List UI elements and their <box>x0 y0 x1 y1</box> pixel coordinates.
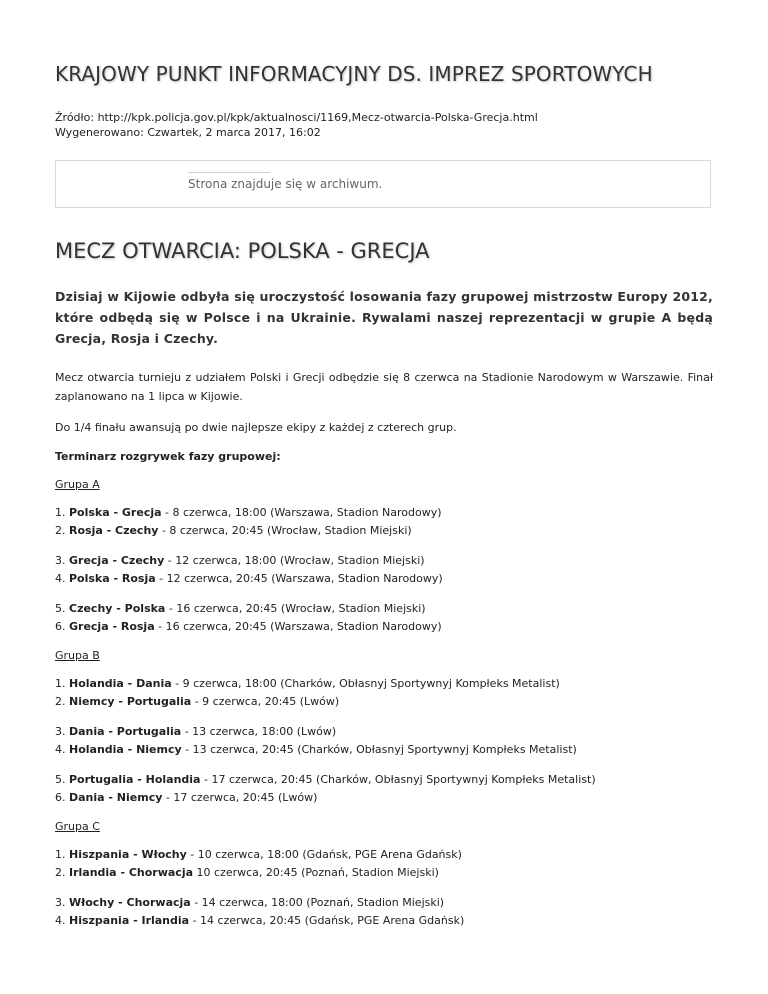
match-details: - 13 czerwca, 18:00 (Lwów) <box>181 725 337 738</box>
match-row <box>55 504 713 522</box>
match-details: - 8 czerwca, 20:45 (Wrocław, Stadion Miejski) <box>158 524 412 537</box>
archive-notice-box <box>55 160 711 208</box>
match-details: - 16 czerwca, 20:45 (Wrocław, Stadion Miejski) <box>165 602 426 615</box>
article-lead: Dzisiaj w Kijowie odbyła się uroczystość losowania fazy grupowej mistrzostw Europy 2012, które odbędą się w Polsce i na Ukrainie. Rywalami naszej reprezentacji w grupie A będą Grecja, Rosja i Czechy. <box>55 289 713 346</box>
match-teams: Holandia - Dania <box>69 677 172 690</box>
match-number: 3. <box>55 725 66 738</box>
match-details: 10 czerwca, 20:45 (Poznań, Stadion Miejski) <box>193 866 439 879</box>
match-block <box>55 723 713 759</box>
match-row <box>55 846 713 864</box>
match-teams: Portugalia - Holandia <box>69 773 201 786</box>
match-details: - 13 czerwca, 20:45 (Charków, Obłasnyj Sportywnyj Kompłeks Metalist) <box>181 743 577 756</box>
match-number: 1. <box>55 677 66 690</box>
match-number: 4. <box>55 572 66 585</box>
match-teams: Włochy - Chorwacja <box>69 896 191 909</box>
group-label: Grupa A <box>55 478 100 491</box>
match-row <box>55 600 713 618</box>
match-number: 2. <box>55 695 66 708</box>
match-row <box>55 552 713 570</box>
generated-date-line: Wygenerowano: Czwartek, 2 marca 2017, 16:02 <box>55 126 321 139</box>
match-teams: Grecja - Rosja <box>69 620 155 633</box>
match-block <box>55 846 713 882</box>
match-number: 2. <box>55 866 66 879</box>
match-number: 2. <box>55 524 66 537</box>
match-teams: Rosja - Czechy <box>69 524 159 537</box>
match-row <box>55 789 713 807</box>
match-number: 5. <box>55 773 66 786</box>
article-title: MECZ OTWARCIA: POLSKA - GRECJA <box>55 239 430 263</box>
match-row <box>55 894 713 912</box>
match-number: 4. <box>55 914 66 927</box>
group-label: Grupa C <box>55 820 100 833</box>
print-meta <box>55 110 538 140</box>
match-teams: Polska - Rosja <box>69 572 156 585</box>
group-label: Grupa B <box>55 649 100 662</box>
match-number: 1. <box>55 506 66 519</box>
article-paragraph-final: Mecz otwarcia turnieju z udziałem Polski i Grecji odbędzie się 8 czerwca na Stadionie Narodowym w Warszawie. Finał zaplanowano na 1 lipca w Kijowie. <box>55 371 713 403</box>
match-row <box>55 864 713 882</box>
match-number: 4. <box>55 743 66 756</box>
match-details: - 9 czerwca, 18:00 (Charków, Obłasnyj Sportywnyj Kompłeks Metalist) <box>171 677 560 690</box>
match-teams: Irlandia - Chorwacja <box>69 866 194 879</box>
match-block <box>55 504 713 540</box>
match-teams: Dania - Portugalia <box>69 725 182 738</box>
match-block <box>55 675 713 711</box>
match-teams: Holandia - Niemcy <box>69 743 182 756</box>
match-block <box>55 894 713 930</box>
match-row <box>55 675 713 693</box>
match-teams: Niemcy - Portugalia <box>69 695 192 708</box>
match-teams: Hiszpania - Irlandia <box>69 914 190 927</box>
match-details: - 8 czerwca, 18:00 (Warszawa, Stadion Narodowy) <box>161 506 442 519</box>
article-paragraph-advance: Do 1/4 finału awansują po dwie najlepsze ekipy z każdej z czterech grup. <box>55 421 457 434</box>
match-details: - 10 czerwca, 18:00 (Gdańsk, PGE Arena Gdańsk) <box>186 848 462 861</box>
match-row <box>55 723 713 741</box>
match-block <box>55 600 713 636</box>
match-number: 6. <box>55 791 66 804</box>
match-number: 6. <box>55 620 66 633</box>
match-row <box>55 912 713 930</box>
match-details: - 17 czerwca, 20:45 (Charków, Obłasnyj Sportywnyj Kompłeks Metalist) <box>200 773 596 786</box>
match-details: - 9 czerwca, 20:45 (Lwów) <box>191 695 340 708</box>
match-teams: Hiszpania - Włochy <box>69 848 187 861</box>
match-teams: Dania - Niemcy <box>69 791 163 804</box>
match-details: - 17 czerwca, 20:45 (Lwów) <box>162 791 318 804</box>
schedule-heading: Terminarz rozgrywek fazy grupowej: <box>55 450 281 463</box>
match-number: 1. <box>55 848 66 861</box>
match-row <box>55 693 713 711</box>
source-url-line: Źródło: http://kpk.policja.gov.pl/kpk/aktualnosci/1169,Mecz-otwarcia-Polska-Grecja.html <box>55 111 538 124</box>
schedule-groups <box>55 477 713 930</box>
match-details: - 12 czerwca, 18:00 (Wrocław, Stadion Miejski) <box>164 554 425 567</box>
match-row <box>55 522 713 540</box>
match-details: - 16 czerwca, 20:45 (Warszawa, Stadion Narodowy) <box>154 620 442 633</box>
match-teams: Czechy - Polska <box>69 602 166 615</box>
match-number: 5. <box>55 602 66 615</box>
match-row <box>55 771 713 789</box>
archive-notice-divider <box>188 172 270 173</box>
match-row <box>55 741 713 759</box>
match-row <box>55 618 713 636</box>
match-details: - 14 czerwca, 20:45 (Gdańsk, PGE Arena Gdańsk) <box>189 914 465 927</box>
article-content <box>55 286 713 942</box>
archive-notice-text: Strona znajduje się w archiwum. <box>188 177 383 191</box>
match-block <box>55 552 713 588</box>
match-details: - 12 czerwca, 20:45 (Warszawa, Stadion Narodowy) <box>155 572 443 585</box>
match-details: - 14 czerwca, 18:00 (Poznań, Stadion Miejski) <box>190 896 445 909</box>
site-title[interactable]: KRAJOWY PUNKT INFORMACYJNY DS. IMPREZ SPORTOWYCH <box>55 62 653 86</box>
match-number: 3. <box>55 896 66 909</box>
match-row <box>55 570 713 588</box>
match-teams: Polska - Grecja <box>69 506 162 519</box>
match-teams: Grecja - Czechy <box>69 554 165 567</box>
match-number: 3. <box>55 554 66 567</box>
match-block <box>55 771 713 807</box>
